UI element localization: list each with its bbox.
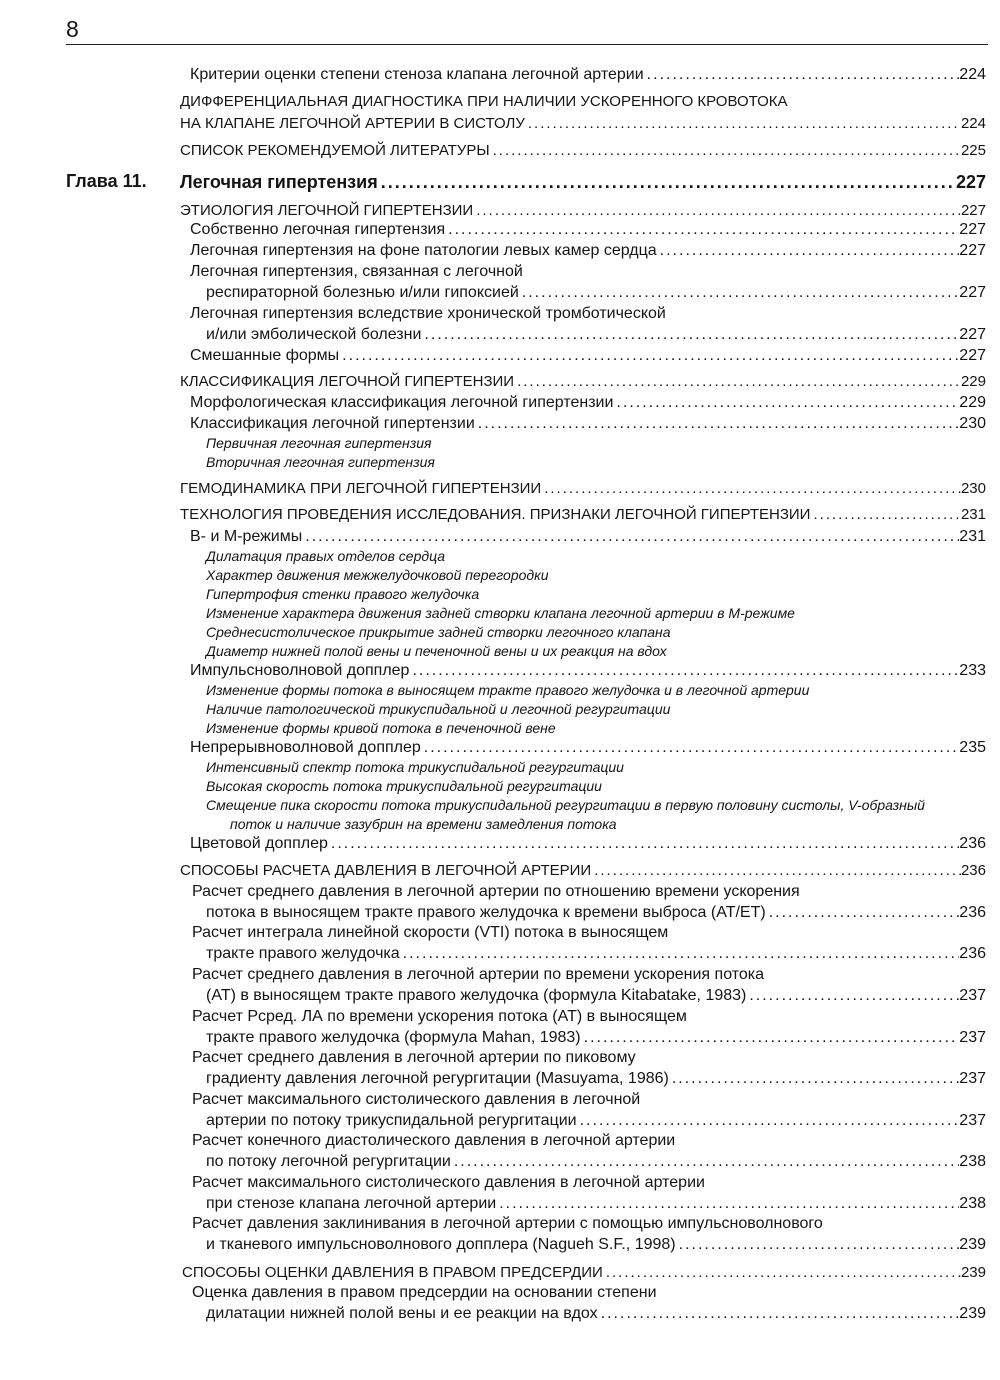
toc-entry: [190, 240, 986, 261]
leader-dots: [302, 526, 959, 547]
leader-dots: [525, 113, 961, 134]
toc-entry-title: Расчет максимального систолического давления в легочной: [192, 1091, 641, 1108]
toc-entry: [190, 392, 986, 413]
toc-entry: [206, 902, 986, 923]
leader-dots: [581, 1027, 960, 1048]
toc-entry-page: 237: [959, 1029, 986, 1046]
toc-entry-title: при стенозе клапана легочной артерии: [206, 1195, 497, 1212]
leader-dots: [514, 371, 961, 392]
toc-entry: [206, 546, 986, 567]
toc-entry-page: 227: [959, 326, 986, 343]
toc-entry-title: СПОСОБЫ ОЦЕНКИ ДАВЛЕНИЯ В ПРАВОМ ПРЕДСЕРДИИ: [182, 1264, 603, 1281]
toc-entry: [180, 860, 986, 881]
toc-entry: [206, 324, 986, 345]
toc-entry-title: Классификация легочной гипертензии: [190, 415, 475, 432]
toc-entry: [206, 943, 986, 964]
leader-dots: [577, 1110, 960, 1131]
leader-dots: [603, 1262, 961, 1283]
toc-entry-title: Расчет среднего давления в легочной артерии по времени ускорения потока: [192, 966, 765, 983]
toc-entry: [190, 526, 986, 547]
toc-entry-title: градиенту давления легочной регургитации (Masuyama, 1986): [206, 1070, 669, 1087]
toc-entry-page: 227: [959, 221, 986, 238]
toc-entry-title: Вторичная легочная гипертензия: [206, 454, 435, 470]
toc-entry: [190, 413, 986, 434]
toc-entry-title: Легочная гипертензия на фоне патологии левых камер сердца: [190, 242, 657, 259]
toc-entry-title: Расчет давления заклинивания в легочной артерии с помощью импульсноволнового: [192, 1215, 823, 1232]
toc-entry-page: 238: [959, 1195, 986, 1212]
toc-entry-title: Изменение формы кривой потока в печеночной вене: [206, 720, 556, 736]
toc-entry: [192, 1047, 986, 1068]
toc-entry: [230, 814, 986, 835]
toc-entry-title: НА КЛАПАНЕ ЛЕГОЧНОЙ АРТЕРИИ В СИСТОЛУ: [180, 115, 525, 132]
leader-dots: [669, 1068, 959, 1089]
toc-entry-title: Расчет интеграла линейной скорости (VTI) потока в выносящем: [192, 924, 669, 941]
toc-entry-page: 233: [959, 662, 986, 679]
toc-entry: [192, 1213, 986, 1234]
toc-entry: [206, 603, 986, 624]
toc-entry-title: Легочная гипертензия, связанная с легочной: [190, 263, 523, 280]
toc-entry-title: Диаметр нижней полой вены и печеночной вены и их реакция на вдох: [206, 643, 667, 659]
leader-dots: [328, 833, 959, 854]
toc-entry: [206, 641, 986, 662]
toc-entry: [206, 282, 986, 303]
toc-entry-title: Собственно легочная гипертензия: [190, 221, 446, 238]
leader-dots: [490, 140, 961, 161]
toc-entry: [180, 371, 986, 392]
toc-entry-page: 239: [959, 1305, 986, 1322]
toc-entry: [192, 1172, 986, 1193]
toc-entry-page: 236: [959, 904, 986, 921]
leader-dots: [644, 64, 960, 85]
toc-entry-title: ГЕМОДИНАМИКА ПРИ ЛЕГОЧНОЙ ГИПЕРТЕНЗИИ: [180, 480, 542, 497]
toc-entry: [192, 1006, 986, 1027]
leader-dots: [409, 660, 959, 681]
toc-entry: [192, 1282, 986, 1303]
leader-dots: [400, 943, 960, 964]
toc-entry: [206, 1068, 986, 1089]
leader-dots: [519, 282, 960, 303]
toc-entry-title: ДИФФЕРЕНЦИАЛЬНАЯ ДИАГНОСТИКА ПРИ НАЛИЧИИ УСКОРЕННОГО КРОВОТОКА: [180, 93, 788, 110]
toc-entry-page: 239: [960, 1264, 986, 1281]
toc-entry-title: Морфологическая классификация легочной гипертензии: [190, 394, 614, 411]
toc-entry: [206, 1027, 986, 1048]
toc-entry-page: 227: [959, 284, 986, 301]
toc-entry: [190, 219, 986, 240]
toc-entry-title: Расчет максимального систолического давления в легочной артерии: [192, 1174, 705, 1191]
toc-entry-title: Критерии оценки степени стеноза клапана легочной артерии: [190, 66, 644, 83]
toc-entry-title: Расчет Pсред. ЛА по времени ускорения потока (AT) в выносящем: [192, 1008, 687, 1025]
toc-entry-title: артерии по потоку трикуспидальной регургитации: [206, 1112, 577, 1129]
toc-entry-title: ЭТИОЛОГИЯ ЛЕГОЧНОЙ ГИПЕРТЕНЗИИ: [180, 202, 474, 219]
toc-entry-title: ТЕХНОЛОГИЯ ПРОВЕДЕНИЯ ИССЛЕДОВАНИЯ. ПРИЗНАКИ ЛЕГОЧНОЙ ГИПЕРТЕНЗИИ: [180, 506, 811, 523]
toc-entry: [206, 1303, 986, 1324]
toc-entry-title: Импульсноволновой допплер: [190, 662, 410, 679]
toc-entry-title: и/или эмболической болезни: [206, 326, 422, 343]
toc-entry: [206, 433, 986, 454]
toc-entry-title: Легочная гипертензия: [180, 172, 378, 192]
toc-entry: [190, 737, 986, 758]
toc-entry-title: поток и наличие зазубрин на времени замедления потока: [230, 816, 617, 832]
toc-entry-page: 231: [959, 528, 986, 545]
toc-entry-title: потока в выносящем тракте правого желудочка к времени выброса (AT/ET): [206, 904, 766, 921]
toc-entry: [206, 1151, 986, 1172]
toc-entry-title: Интенсивный спектр потока трикуспидальной регургитации: [206, 759, 624, 775]
leader-dots: [591, 860, 961, 881]
toc-entry-title: по потоку легочной регургитации: [206, 1153, 451, 1170]
toc-entry-title: дилатации нижней полой вены и ее реакции на вдох: [206, 1305, 598, 1322]
chapter-label: Глава 11.: [66, 171, 147, 191]
toc-entry: [206, 718, 986, 739]
toc-entry: [192, 1089, 986, 1110]
toc-entry-page: 224: [959, 66, 986, 83]
toc-entry-page: 237: [959, 1112, 986, 1129]
leader-dots: [746, 985, 959, 1006]
toc-entry: [180, 504, 986, 525]
toc-entry: [206, 565, 986, 586]
toc-entry-title: тракте правого желудочка: [206, 945, 400, 962]
toc-entry-title: Изменение характера движения задней створки клапана легочной артерии в М-режиме: [206, 605, 795, 621]
toc-entry: [206, 757, 986, 778]
toc-entry: [190, 345, 986, 366]
toc-entry-page: 225: [960, 142, 986, 159]
toc-entry: [192, 1130, 986, 1151]
toc-entry-page: 236: [959, 945, 986, 962]
leader-dots: [421, 324, 959, 345]
toc-entry-title: В- и М-режимы: [190, 528, 303, 545]
leader-dots: [496, 1193, 959, 1214]
toc-entry-page: 227: [959, 347, 986, 364]
toc-entry-title: Гипертрофия стенки правого желудочка: [206, 586, 480, 602]
toc-entry-page: 237: [959, 1070, 986, 1087]
toc-entry: [206, 584, 986, 605]
toc-entry: [180, 200, 986, 221]
toc-entry-page: 229: [960, 373, 986, 390]
toc-entry-page: 237: [959, 987, 986, 1004]
toc-entry: [180, 140, 986, 161]
leader-dots: [473, 200, 961, 221]
toc-entry-title: Расчет среднего давления в легочной артерии по пиковому: [192, 1049, 636, 1066]
toc-entry-title: Цветовой допплер: [190, 835, 328, 852]
toc-entry-title: СПИСОК РЕКОМЕНДУЕМОЙ ЛИТЕРАТУРЫ: [180, 142, 490, 159]
toc-entry-page: 238: [959, 1153, 986, 1170]
leader-dots: [766, 902, 960, 923]
toc-entry-title: Смещение пика скорости потока трикуспидальной регургитации в первую половину систолы, V-образный: [206, 797, 925, 813]
toc-entry: [206, 680, 986, 701]
toc-entry-title: КЛАССИФИКАЦИЯ ЛЕГОЧНОЙ ГИПЕРТЕНЗИИ: [180, 373, 515, 390]
leader-dots: [676, 1234, 960, 1255]
toc-entry-title: Легочная гипертензия вследствие хронической тромботической: [190, 305, 666, 322]
toc-entry: [206, 776, 986, 797]
toc-entry: [180, 113, 986, 134]
toc-entry-title: СПОСОБЫ РАСЧЕТА ДАВЛЕНИЯ В ЛЕГОЧНОЙ АРТЕРИИ: [180, 862, 592, 879]
toc-entry-title: Изменение формы потока в выносящем тракте правого желудочка и в легочной артерии: [206, 682, 810, 698]
toc-entry-page: 227: [959, 242, 986, 259]
toc-entry: [180, 478, 986, 499]
toc-entry-title: Наличие патологической трикуспидальной и легочной регургитации: [206, 701, 671, 717]
toc-entry-title: Среднесистолическое прикрытие задней створки легочного клапана: [206, 624, 671, 640]
toc-entry-title: Расчет среднего давления в легочной артерии по отношению времени ускорения: [192, 883, 800, 900]
toc-entry-title: и тканевого импульсноволнового допплера (Nagueh S.F., 1998): [206, 1236, 676, 1253]
leader-dots: [657, 240, 960, 261]
toc-entry-title: Первичная легочная гипертензия: [206, 435, 432, 451]
toc-entry-page: 229: [959, 394, 986, 411]
leader-dots: [451, 1151, 959, 1172]
toc-entry-page: 236: [960, 862, 986, 879]
leader-dots: [598, 1303, 960, 1324]
leader-dots: [421, 737, 960, 758]
toc-entry: [206, 985, 986, 1006]
toc-entry-page: 230: [959, 415, 986, 432]
toc-entry-title: Расчет конечного диастолического давления в легочной артерии: [192, 1132, 676, 1149]
toc-entry-title: тракте правого желудочка (формула Mahan, 1983): [206, 1029, 581, 1046]
toc-entry: [192, 964, 986, 985]
leader-dots: [613, 392, 959, 413]
toc-entry-title: респираторной болезнью и/или гипоксией: [206, 284, 519, 301]
toc-entry: [192, 881, 986, 902]
toc-entry-page: 239: [959, 1236, 986, 1253]
toc-entry-title: Высокая скорость потока трикуспидальной регургитации: [206, 778, 602, 794]
toc-entry: [206, 622, 986, 643]
toc-entry: [190, 261, 986, 282]
leader-dots: [810, 504, 961, 525]
toc-entry: [182, 1262, 986, 1283]
toc-entry: [190, 660, 986, 681]
leader-dots: [378, 170, 956, 194]
toc-entry: [190, 303, 986, 324]
toc-entry-page: 227: [955, 172, 986, 192]
leader-dots: [541, 478, 961, 499]
chapter-title-row: [180, 170, 986, 194]
toc-entry: [206, 452, 986, 473]
toc-entry: [206, 1234, 986, 1255]
toc-entry-title: Непрерывноволновой допплер: [190, 739, 421, 756]
toc-entry-title: Оценка давления в правом предсердии на основании степени: [192, 1284, 657, 1301]
toc-entry: [206, 1110, 986, 1131]
toc-entry-page: 235: [959, 739, 986, 756]
toc-entry: [190, 833, 986, 854]
page-number: 8: [66, 16, 79, 42]
toc-entry-title: Смешанные формы: [190, 347, 340, 364]
toc-entry-page: 227: [960, 202, 986, 219]
toc-entry: [192, 922, 986, 943]
leader-dots: [445, 219, 959, 240]
toc-entry: [206, 1193, 986, 1214]
toc-entry: [206, 795, 986, 816]
toc-entry-title: Дилатация правых отделов сердца: [206, 548, 446, 564]
leader-dots: [339, 345, 959, 366]
toc-entry: [180, 91, 986, 112]
toc-entry-title: Характер движения межжелудочковой перегородки: [206, 567, 549, 583]
toc-entry-page: 231: [960, 506, 986, 523]
toc-entry-page: 230: [960, 480, 986, 497]
leader-dots: [475, 413, 960, 434]
toc-entry-title: (AT) в выносящем тракте правого желудочка (формула Kitabatake, 1983): [206, 987, 747, 1004]
toc-entry: [206, 699, 986, 720]
toc-entry: [190, 64, 986, 85]
toc-entry-page: 236: [959, 835, 986, 852]
toc-entry-page: 224: [960, 115, 986, 132]
